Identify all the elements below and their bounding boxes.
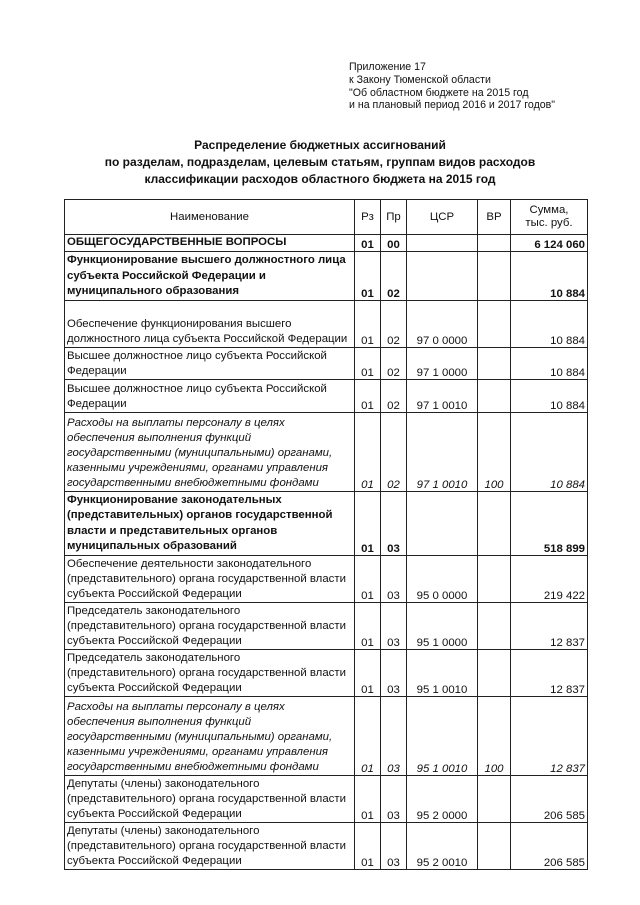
row-name: Функционирование высшего должностного лица субъекта Российской Федерации и муниципального образования <box>65 251 355 300</box>
row-name: Обеспечение деятельности законодательного (представительного) органа государственной власти субъекта Российской Федерации <box>65 555 355 602</box>
table-row <box>65 822 588 869</box>
appendix-line: Приложение 17 <box>349 61 426 73</box>
row-rz: 01 <box>355 491 381 555</box>
row-vr <box>478 555 511 602</box>
row-csr <box>407 251 478 300</box>
row-sum: 10 884 <box>511 251 588 300</box>
table-row <box>65 775 588 822</box>
row-vr <box>478 300 511 347</box>
row-name: Депутаты (члены) законодательного (представительного) органа государственной власти субъекта Российской Федерации <box>65 822 355 869</box>
document-title <box>40 137 600 188</box>
row-sum: 10 884 <box>511 412 588 491</box>
row-csr: 97 1 0010 <box>407 412 478 491</box>
row-pr: 03 <box>381 491 407 555</box>
row-sum: 6 124 060 <box>511 235 588 252</box>
table-row <box>65 251 588 300</box>
row-vr <box>478 491 511 555</box>
title-line: классификации расходов областного бюджета на 2015 год <box>144 172 496 186</box>
row-sum: 206 585 <box>511 822 588 869</box>
row-sum: 12 837 <box>511 696 588 775</box>
row-csr: 95 1 0010 <box>407 649 478 696</box>
row-rz: 01 <box>355 235 381 252</box>
row-pr: 02 <box>381 347 407 379</box>
row-csr <box>407 491 478 555</box>
row-sum: 10 884 <box>511 300 588 347</box>
row-rz: 01 <box>355 379 381 412</box>
row-pr: 02 <box>381 300 407 347</box>
row-sum: 12 837 <box>511 602 588 649</box>
row-rz: 01 <box>355 649 381 696</box>
row-name: Высшее должностное лицо субъекта Российской Федерации <box>65 379 355 412</box>
table-row <box>65 491 588 555</box>
row-pr: 03 <box>381 696 407 775</box>
table-row <box>65 649 588 696</box>
header-rz: Рз <box>355 200 381 235</box>
row-vr: 100 <box>478 696 511 775</box>
row-pr: 03 <box>381 822 407 869</box>
row-pr: 03 <box>381 775 407 822</box>
table-row <box>65 696 588 775</box>
row-rz: 01 <box>355 602 381 649</box>
row-vr <box>478 347 511 379</box>
row-vr <box>478 822 511 869</box>
row-vr <box>478 775 511 822</box>
header-sum-line1: Сумма, <box>529 204 569 216</box>
row-csr: 97 1 0010 <box>407 379 478 412</box>
row-sum: 518 899 <box>511 491 588 555</box>
row-rz: 01 <box>355 555 381 602</box>
appendix-line: и на плановый период 2016 и 2017 годов" <box>349 99 556 112</box>
row-csr: 97 0 0000 <box>407 300 478 347</box>
header-name: Наименование <box>65 200 355 235</box>
row-rz: 01 <box>355 775 381 822</box>
row-csr: 95 2 0000 <box>407 775 478 822</box>
row-vr <box>478 602 511 649</box>
row-sum: 10 884 <box>511 379 588 412</box>
row-vr <box>478 379 511 412</box>
row-pr: 03 <box>381 602 407 649</box>
header-sum-line2: тыс. руб. <box>525 217 573 229</box>
appendix-note <box>349 61 555 112</box>
row-csr: 95 1 0010 <box>407 696 478 775</box>
row-name: Функционирование законодательных (представительных) органов государственной власти и представительных органов муниципальных образований <box>65 491 355 555</box>
row-csr: 95 2 0010 <box>407 822 478 869</box>
appendix-line: к Закону Тюменской области <box>349 73 491 86</box>
row-csr: 97 1 0000 <box>407 347 478 379</box>
table-row <box>65 379 588 412</box>
row-sum: 219 422 <box>511 555 588 602</box>
table-row <box>65 412 588 491</box>
row-csr <box>407 235 478 252</box>
budget-table <box>64 199 588 870</box>
header-pr: Пр <box>381 200 407 235</box>
row-name: Обеспечение функционирования высшего должностного лица субъекта Российской Федерации <box>65 300 355 347</box>
row-rz: 01 <box>355 696 381 775</box>
row-vr <box>478 649 511 696</box>
row-name: Депутаты (члены) законодательного (представительного) органа государственной власти субъекта Российской Федерации <box>65 775 355 822</box>
table-row <box>65 602 588 649</box>
row-vr <box>478 251 511 300</box>
table-row <box>65 300 588 347</box>
row-name: Высшее должностное лицо субъекта Российской Федерации <box>65 347 355 379</box>
header-sum <box>511 200 588 235</box>
row-sum: 206 585 <box>511 775 588 822</box>
row-name: Председатель законодательного (представительного) органа государственной власти субъекта Российской Федерации <box>65 649 355 696</box>
row-name: Председатель законодательного (представительного) органа государственной власти субъекта Российской Федерации <box>65 602 355 649</box>
row-name: Расходы на выплаты персоналу в целях обеспечения выполнения функций государственными (муниципальными) органами, казенными учреждениями, органами управления государственными внебюджетными фондами <box>65 412 355 491</box>
row-pr: 00 <box>381 235 407 252</box>
table-header-row <box>65 200 588 235</box>
table-row <box>65 235 588 252</box>
row-vr <box>478 235 511 252</box>
row-pr: 02 <box>381 379 407 412</box>
row-sum: 10 884 <box>511 347 588 379</box>
appendix-line: "Об областном бюджете на 2015 год <box>349 86 529 99</box>
row-pr: 03 <box>381 555 407 602</box>
row-rz: 01 <box>355 300 381 347</box>
row-pr: 02 <box>381 412 407 491</box>
row-rz: 01 <box>355 347 381 379</box>
row-rz: 01 <box>355 822 381 869</box>
row-name: Расходы на выплаты персоналу в целях обеспечения выполнения функций государственными (муниципальными) органами, казенными учреждениями, органами управления государственными внебюджетными фондами <box>65 696 355 775</box>
header-vr: ВР <box>478 200 511 235</box>
row-pr: 02 <box>381 251 407 300</box>
row-pr: 03 <box>381 649 407 696</box>
table-row <box>65 347 588 379</box>
row-csr: 95 0 0000 <box>407 555 478 602</box>
title-line: по разделам, подразделам, целевым статьям, группам видов расходов <box>104 155 536 169</box>
row-rz: 01 <box>355 251 381 300</box>
row-rz: 01 <box>355 412 381 491</box>
row-sum: 12 837 <box>511 649 588 696</box>
header-csr: ЦСР <box>407 200 478 235</box>
title-line: Распределение бюджетных ассигнований <box>194 138 446 152</box>
row-vr: 100 <box>478 412 511 491</box>
table-row <box>65 555 588 602</box>
row-name: ОБЩЕГОСУДАРСТВЕННЫЕ ВОПРОСЫ <box>65 235 355 252</box>
row-csr: 95 1 0000 <box>407 602 478 649</box>
